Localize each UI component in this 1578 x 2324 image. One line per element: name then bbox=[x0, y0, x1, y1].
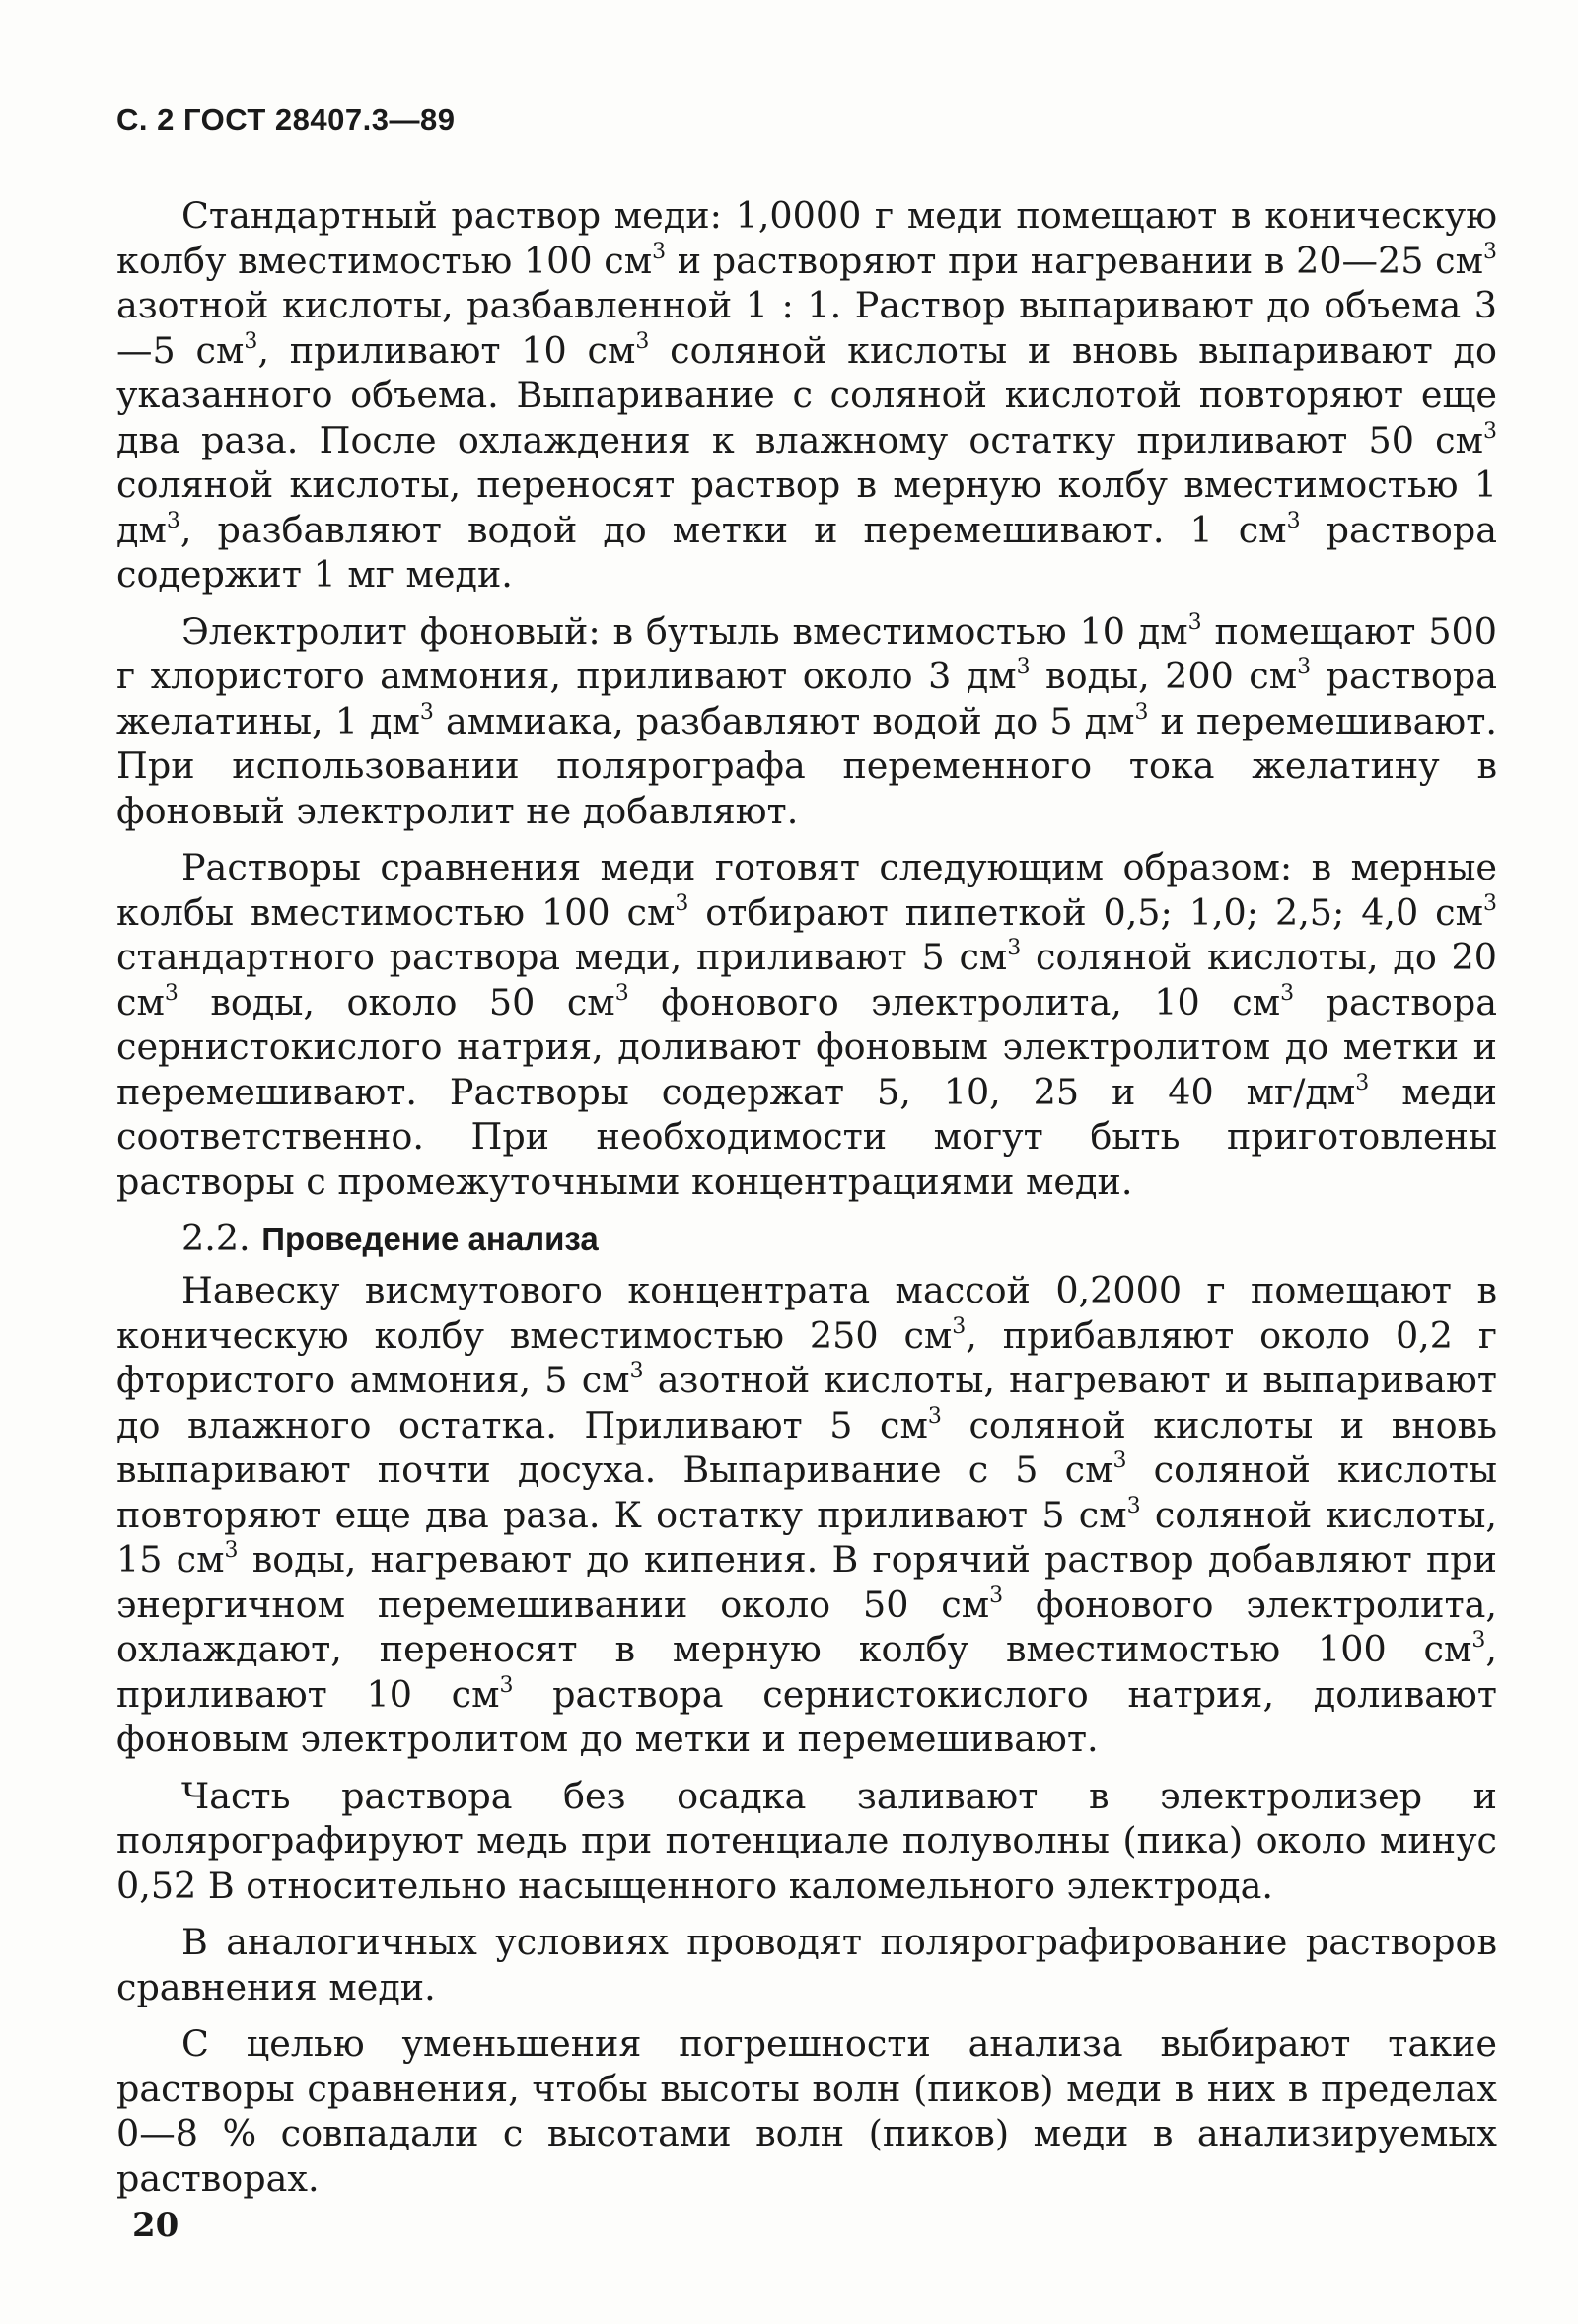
superscript: 3 bbox=[989, 1583, 1004, 1608]
paragraph bbox=[116, 1268, 1497, 1762]
paragraph bbox=[116, 1920, 1497, 2009]
text-run: соляной кислоты и вновь выпаривают почти досуха. Выпаривание с 5 см bbox=[116, 1403, 1497, 1491]
paragraph bbox=[116, 193, 1497, 598]
superscript: 3 bbox=[244, 328, 258, 354]
section-number: 2.2. bbox=[181, 1217, 251, 1259]
superscript: 3 bbox=[164, 980, 179, 1006]
superscript: 3 bbox=[499, 1672, 514, 1698]
text-run: соляной кислоты, 15 см bbox=[116, 1493, 1498, 1581]
text-run: , приливают 10 см bbox=[116, 1628, 1497, 1716]
text-run: С целью уменьшения погрешности анализа выбирают такие растворы сравнения, чтобы высоты волн (пиков) меди в них в пределах 0—8 % совпадали с высотами волн (пиков) меди в анализируемых растворах. bbox=[116, 2022, 1497, 2200]
section-title: Проведение анализа bbox=[261, 1221, 599, 1257]
superscript: 3 bbox=[635, 328, 650, 354]
text-run: воды, около 50 см bbox=[178, 980, 615, 1023]
paragraph bbox=[116, 1774, 1497, 1909]
paragraph-group-preparation bbox=[116, 193, 1497, 1204]
superscript: 3 bbox=[1483, 239, 1498, 264]
text-run: соляной кислоты, до 20 см bbox=[116, 936, 1497, 1023]
superscript: 3 bbox=[166, 508, 180, 533]
text-run: Растворы сравнения меди готовят следующим образом: в мерные колбы вместимостью 100 см bbox=[116, 846, 1497, 934]
superscript: 3 bbox=[1297, 655, 1312, 679]
superscript: 3 bbox=[1112, 1448, 1127, 1473]
body-text bbox=[116, 193, 1497, 2213]
superscript: 3 bbox=[1007, 936, 1022, 960]
text-run: , прибавляют около 0,2 г фтористого аммония, 5 см bbox=[116, 1313, 1498, 1401]
page-number: 20 bbox=[132, 2206, 179, 2245]
superscript: 3 bbox=[1286, 508, 1301, 533]
text-run: фонового электролита, охлаждают, переносят в мерную колбу вместимостью 100 см bbox=[116, 1583, 1497, 1670]
text-run: раствора сернистокислого натрия, доливают фоновым электролитом до метки и перемешивают. bbox=[116, 1672, 1497, 1760]
paragraph bbox=[116, 845, 1497, 1204]
running-title: С. 2 ГОСТ 28407.3—89 bbox=[116, 103, 456, 137]
superscript: 3 bbox=[224, 1538, 239, 1563]
text-run: меди соответственно. При необходимости могут быть приготовлены растворы с промежуточными концентрациями меди. bbox=[116, 1070, 1497, 1203]
text-run: аммиака, разбавляют водой до 5 дм bbox=[433, 699, 1135, 742]
superscript: 3 bbox=[1471, 1628, 1486, 1653]
paragraph bbox=[116, 2021, 1497, 2201]
text-run: отбирают пипеткой 0,5; 1,0; 2,5; 4,0 см bbox=[688, 890, 1483, 934]
superscript: 3 bbox=[419, 699, 434, 725]
text-run: соляной кислоты, переносят раствор в мерную колбу вместимостью 1 дм bbox=[116, 463, 1497, 551]
superscript: 3 bbox=[614, 980, 629, 1006]
superscript: 3 bbox=[1483, 890, 1497, 916]
text-run: Навеску висмутового концентрата массой 0,2000 г помещают в коническую колбу вместимостью 250 см bbox=[116, 1269, 1497, 1357]
section-heading bbox=[116, 1216, 1497, 1262]
superscript: 3 bbox=[1355, 1070, 1370, 1095]
superscript: 3 bbox=[1134, 699, 1149, 725]
text-run: фонового электролита, 10 см bbox=[628, 980, 1281, 1023]
text-run: раствора сернистокислого натрия, доливают фоновым электролитом до метки и перемешивают. Растворы содержат 5, 10, 25 и 40 мг/дм bbox=[116, 980, 1498, 1113]
text-run: воды, нагревают до кипения. В горячий раствор добавляют при энергичном перемешивании около 50 см bbox=[116, 1538, 1497, 1626]
superscript: 3 bbox=[1016, 655, 1031, 679]
superscript: 3 bbox=[629, 1359, 644, 1383]
text-run: Стандартный раствор меди: 1,0000 г меди помещают в коническую колбу вместимостью 100 см bbox=[116, 194, 1497, 282]
text-run: , разбавляют водой до метки и перемешивают. 1 см bbox=[179, 508, 1287, 551]
superscript: 3 bbox=[952, 1313, 967, 1339]
text-run: воды, 200 см bbox=[1030, 655, 1298, 697]
text-run: , приливают 10 см bbox=[257, 328, 636, 372]
text-run: стандартного раствора меди, приливают 5 см bbox=[116, 936, 1008, 978]
superscript: 3 bbox=[1187, 609, 1202, 635]
text-run: В аналогичных условиях проводят полярографирование растворов сравнения меди. bbox=[116, 1921, 1497, 2008]
text-run: Электролит фоновый: в бутыль вместимостью 10 дм bbox=[181, 609, 1188, 653]
text-run: Часть раствора без осадка заливают в электролизер и полярографируют медь при потенциале полуволны (пика) около минус 0,52 В относительно насыщенного каломельного электрода. bbox=[116, 1774, 1497, 1907]
text-run: и растворяют при нагревании в 20—25 см bbox=[666, 239, 1484, 282]
text-run: раствора содержит 1 мг меди. bbox=[116, 508, 1498, 596]
text-run: и перемешивают. При использовании полярографа переменного тока желатину в фоновый электролит не добавляют. bbox=[116, 699, 1497, 832]
text-run: соляной кислоты повторяют еще два раза. К остатку приливают 5 см bbox=[116, 1448, 1498, 1536]
superscript: 3 bbox=[1126, 1493, 1141, 1518]
text-run: помещают 500 г хлористого аммония, приливают около 3 дм bbox=[116, 609, 1497, 697]
superscript: 3 bbox=[927, 1403, 942, 1429]
text-run: азотной кислоты, нагревают и выпаривают до влажного остатка. Приливают 5 см bbox=[116, 1359, 1497, 1446]
paragraph-group-analysis bbox=[116, 1268, 1497, 2201]
superscript: 3 bbox=[1280, 980, 1295, 1006]
text-run: азотной кислоты, разбавленной 1 : 1. Раствор выпаривают до объема 3—5 см bbox=[116, 284, 1497, 372]
superscript: 3 bbox=[652, 239, 667, 264]
text-run: раствора желатины, 1 дм bbox=[116, 655, 1497, 742]
paragraph bbox=[116, 609, 1497, 834]
superscript: 3 bbox=[1483, 418, 1497, 444]
text-run: соляной кислоты и вновь выпаривают до указанного объема. Выпаривание с соляной кислотой повторяют еще два раза. После охлаждения к влажному остатку приливают 50 см bbox=[116, 328, 1497, 461]
superscript: 3 bbox=[675, 890, 689, 916]
